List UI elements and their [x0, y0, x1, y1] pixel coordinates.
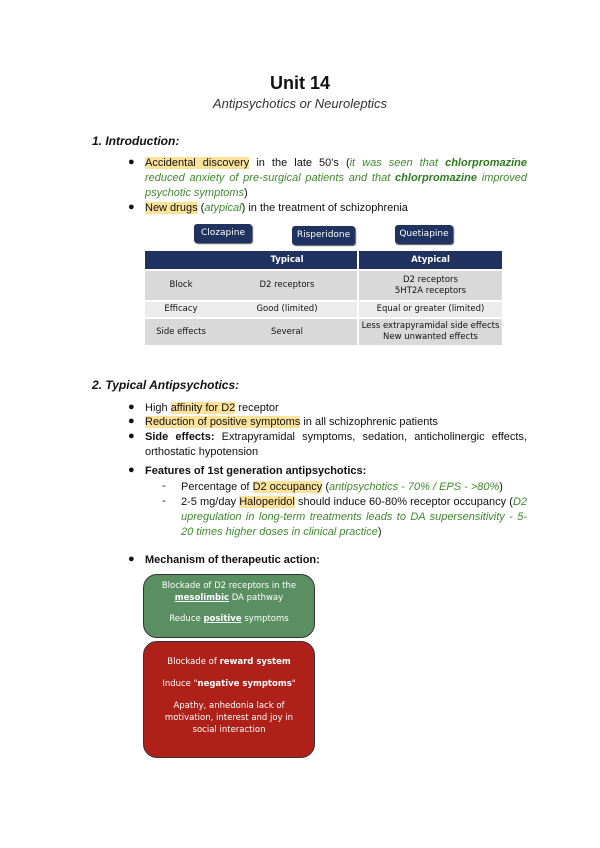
table-row: [145, 301, 502, 318]
note: atypical: [204, 202, 242, 214]
text: High: [145, 402, 171, 414]
text: (: [197, 202, 205, 214]
dash: -: [162, 495, 166, 507]
table-row: [145, 318, 502, 345]
note: it was seen that: [349, 157, 446, 169]
text: ": [291, 679, 296, 689]
cell: Efficacy: [145, 301, 217, 318]
highlight: D2 occupancy: [252, 481, 323, 493]
reward-system-box: [143, 641, 315, 758]
text: ) in the treatment of schizophrenia: [241, 202, 408, 214]
note-bold: chlorpromazine: [395, 172, 477, 184]
note-bold: chlorpromazine: [445, 157, 527, 169]
drug-label-risperidone: Risperidone: [292, 226, 355, 245]
list-item: [145, 553, 527, 568]
text: Percentage of: [181, 481, 253, 493]
table-row: [145, 270, 502, 301]
highlight: New drugs: [145, 202, 198, 214]
note: antipsychotics - 70% / EPS - >80%: [329, 481, 500, 493]
label: Features of 1st generation antipsychotics:: [145, 465, 367, 477]
bullet: ●: [128, 415, 135, 427]
box-line: Apathy, anhedonia lack of motivation, interest and joy in social interaction: [164, 701, 294, 735]
cell-line: 5HT2A receptors: [394, 285, 467, 296]
drug-label-clozapine: Clozapine: [194, 224, 252, 243]
mesolimbic-box: [143, 574, 315, 638]
highlight: Haloperidol: [239, 496, 295, 508]
bullet: ●: [128, 401, 135, 413]
label: Mechanism of therapeutic action:: [145, 554, 320, 566]
cell: Side effects: [145, 318, 217, 345]
bold: negative symptoms: [197, 679, 292, 689]
cell: Equal or greater (limited): [358, 301, 502, 318]
highlight: Accidental discovery: [145, 157, 250, 169]
highlight: affinity for D2: [170, 402, 236, 414]
table-header: [145, 251, 502, 270]
underlined: positive: [203, 614, 242, 624]
cell: Block: [145, 270, 217, 301]
section-heading-typical: 2. Typical Antipsychotics:: [92, 378, 240, 392]
text: Reduce: [169, 614, 204, 624]
note: improved psychotic symptoms: [145, 172, 527, 199]
header-cell: Atypical: [358, 251, 502, 270]
text: receptor: [235, 402, 279, 414]
bullet: ●: [128, 553, 135, 565]
text: ): [377, 526, 382, 538]
text: ): [244, 187, 248, 199]
sub-item: [181, 480, 527, 495]
box-line: [144, 580, 314, 592]
section-heading-introduction: 1. Introduction:: [92, 134, 180, 148]
page-subtitle: Antipsychotics or Neuroleptics: [212, 96, 388, 111]
text: in all schizophrenic patients: [300, 416, 438, 428]
comparison-table: [145, 251, 502, 345]
text: (: [322, 481, 330, 493]
cell: Good (limited): [217, 301, 358, 318]
text: symptoms: [241, 614, 289, 624]
cell: [358, 318, 502, 345]
page-title: Unit 14: [269, 73, 330, 93]
bold: reward system: [219, 657, 291, 667]
list-item: [145, 430, 527, 460]
box-line: [144, 613, 314, 625]
text: (: [509, 496, 513, 508]
sub-item: [181, 495, 527, 540]
highlight: Reduction of positive symptoms: [145, 416, 301, 428]
underlined: mesolimbic: [174, 593, 230, 603]
note: D2 upregulation in long-term treatments leads to DA supersensitivity - 5-20 times higher doses in clinical practice: [181, 496, 527, 538]
cell: [358, 270, 502, 301]
list-item: [145, 201, 527, 216]
text: Induce ": [162, 679, 198, 689]
text: in the late 50's (: [249, 157, 350, 169]
header-cell: [145, 251, 217, 270]
dash: -: [162, 480, 166, 492]
cell-line: Less extrapyramidal side effects: [361, 321, 500, 331]
text: 2-5 mg/day: [181, 496, 240, 508]
bullet: ●: [128, 430, 135, 442]
cell-line: New unwanted effects: [383, 332, 478, 342]
bullet: ●: [128, 156, 135, 168]
text: Blockade of: [167, 657, 220, 667]
list-item: [145, 415, 527, 430]
list-item: [145, 401, 527, 416]
bullet: ●: [128, 201, 135, 213]
text: ): [499, 481, 503, 493]
label: Side effects:: [145, 431, 215, 443]
box-line: [144, 678, 314, 690]
list-item: [145, 156, 527, 201]
text: should induce 60-80% receptor occupancy: [294, 496, 510, 508]
cell-line: D2 receptors: [403, 274, 458, 285]
text: Blockade of D2 receptors in the: [161, 581, 297, 591]
cell: Several: [217, 318, 358, 345]
text: Extrapyramidal symptoms, sedation, anticholinergic effects, orthostatic hypotension: [145, 431, 527, 458]
note: reduced anxiety of pre-surgical patients and that: [145, 172, 396, 184]
text: DA pathway: [229, 593, 284, 603]
list-item: [145, 464, 527, 479]
cell: D2 receptors: [217, 270, 358, 301]
drug-label-quetiapine: Quetiapine: [395, 225, 453, 244]
header-cell: Typical: [217, 251, 358, 270]
bullet: ●: [128, 464, 135, 476]
box-line: [144, 592, 314, 604]
box-line: [144, 656, 314, 668]
